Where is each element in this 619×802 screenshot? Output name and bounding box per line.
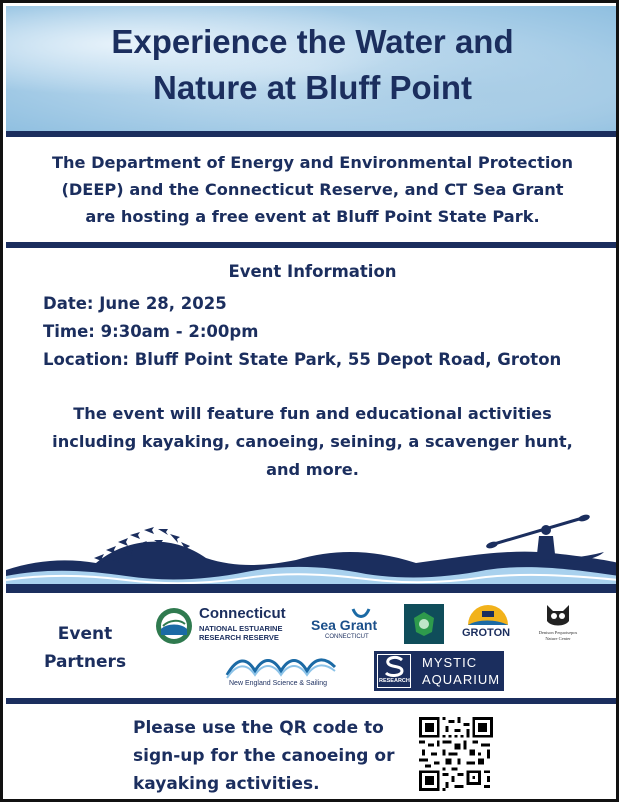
feature-line-2: including kayaking, canoeing, seining, a scavenger hunt, [52, 432, 573, 451]
event-details [43, 290, 561, 374]
fish-icon [118, 538, 128, 546]
intro-line-3: are hosting a free event at Bluff Point State Park. [85, 207, 540, 226]
mystic-badge-text: RESEARCH [379, 678, 410, 684]
intro-line-2: (DEEP) and the Connecticut Reserve, and CT Sea Grant [61, 180, 564, 199]
mystic-aquarium-logo [374, 651, 504, 691]
groton-logo [460, 603, 516, 645]
sea-grant-logo [311, 607, 389, 643]
event-time: Time: 9:30am - 2:00pm [43, 322, 259, 341]
nes-title: New England Science & Sailing [229, 680, 328, 687]
intro-text [6, 149, 619, 230]
sea-grant-title: Sea Grant [311, 617, 378, 633]
signup-line-3: kayaking activities. [133, 774, 320, 794]
signup-line-1: Please use the QR code to [133, 718, 384, 738]
title-line-2: Nature at Bluff Point [153, 69, 472, 106]
mystic-s-icon [378, 655, 412, 677]
mystic-line-1: MYSTIC [422, 655, 478, 670]
reserve-emblem-icon [155, 607, 193, 645]
partners-label-line-1: Event [57, 624, 113, 644]
event-info-heading: Event Information [228, 262, 397, 281]
partners-label-line-2: Partners [43, 652, 127, 672]
connecticut-logo-sub1: NATIONAL ESTUARINE [199, 624, 283, 633]
connecticut-logo-sub2: RESEARCH RESERVE [199, 633, 279, 642]
divider [6, 242, 619, 248]
divider [6, 698, 619, 704]
denison-title: Denison Pequotsepos Nature Center [538, 630, 578, 641]
intro-line-1: The Department of Energy and Environmental Protection [51, 153, 574, 172]
groton-sun-icon [466, 603, 510, 627]
fish-icon [106, 546, 116, 554]
deep-logo [404, 604, 444, 644]
fish-icon [144, 527, 154, 534]
fish-icon [158, 529, 168, 535]
title-line-1: Experience the Water and [111, 23, 514, 60]
event-location: Location: Bluff Point State Park, 55 Depot Road, Groton [43, 350, 562, 369]
fish-icon [130, 532, 140, 539]
signup-line-2: sign-up for the canoeing or [133, 746, 395, 766]
new-england-science-sailing-logo [225, 653, 337, 691]
divider [6, 131, 619, 137]
feature-line-1: The event will feature fun and educational activities [73, 404, 552, 423]
signup-qr-code[interactable] [419, 717, 493, 791]
connecticut-reserve-logo [155, 605, 300, 647]
water-scene-illustration [6, 508, 619, 590]
denison-logo [533, 603, 583, 647]
mystic-line-2: AQUARIUM [422, 672, 501, 687]
connecticut-logo-title: Connecticut [199, 605, 286, 622]
sea-grant-sub: CONNECTICUT [325, 634, 369, 640]
feature-line-3: and more. [266, 460, 359, 479]
mystic-badge [377, 654, 411, 688]
deep-emblem-icon [404, 604, 444, 644]
groton-title: GROTON [462, 627, 511, 639]
signup-text [133, 714, 394, 798]
header-banner [6, 6, 619, 134]
feature-text [6, 400, 619, 484]
owl-icon [543, 603, 573, 629]
fish-icon [170, 534, 180, 543]
nes-waves-icon [225, 653, 337, 679]
page-title [6, 6, 619, 111]
divider [6, 587, 619, 593]
event-date: Date: June 28, 2025 [43, 294, 227, 313]
partners-label [39, 620, 131, 676]
